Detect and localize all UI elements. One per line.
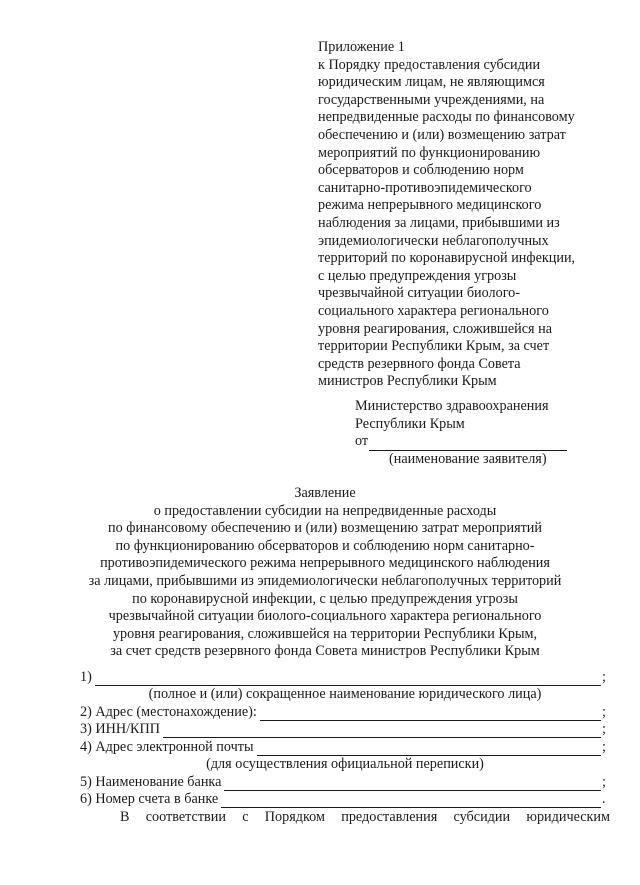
ministry-name: Министерство здравоохранения [355,398,549,414]
form-row-inn [80,721,610,739]
email-field[interactable] [257,743,602,756]
field2-label: 2) Адрес (местонахождение): [80,703,257,720]
legal-name-caption: (полное и (или) сокращенное наименование юридического лица) [148,685,542,702]
annex-title: Приложение 1 [318,39,405,55]
from-label: от [355,433,369,450]
statement-line: за лицами, прибывшими из эпидемиологически неблагополучных территорий [88,572,562,589]
field1-label: 1) [80,668,92,685]
form-row-email [80,738,610,756]
bank-name-field[interactable] [224,778,601,791]
annex-line: режима непрерывного медицинского [318,197,542,214]
field2-semicolon: ; [602,703,606,720]
account-number-field[interactable] [221,795,601,808]
statement-line: о предоставлении субсидии на непредвиденные расходы [153,502,497,519]
annex-line: социального характера регионального [318,302,549,319]
annex-line: министров Республики Крым [318,373,497,390]
statement-line: по финансовому обеспечению и (или) возмещению затрат мероприятий [108,520,542,537]
application-form [80,668,610,826]
address-field[interactable] [260,708,601,721]
statement-line: противоэпидемического режима непрерывного медицинского наблюдения [100,555,550,572]
field5-label: 5) Наименование банка [80,773,222,790]
field4-semicolon: ; [602,738,606,755]
annex-line: с целью предупреждения угрозы [318,267,517,284]
annex-line: уровня реагирования, сложившейся на [318,320,553,337]
applicant-name-field[interactable] [369,436,567,451]
annex-line: непредвиденные расходы по финансовому [318,109,575,126]
field6-period: . [602,791,606,807]
annex-line: средств резервного фонда Совета [318,355,521,372]
body-paragraph: В соответствии с Порядком предоставления субсидии юридическим [120,809,610,825]
annex-line: обеспечению и (или) возмещению затрат [318,126,566,143]
applicant-caption: (наименование заявителя) [389,450,547,467]
legal-name-field[interactable] [95,673,601,686]
annex-line: эпидемиологически неблагополучных [318,232,549,249]
email-caption: (для осуществления официальной переписки) [206,755,484,772]
form-row-legal-name [80,668,610,686]
field3-label: 3) ИНН/КПП [80,721,160,737]
field5-semicolon: ; [602,773,606,790]
annex-line: чрезвычайной ситуации биолого- [318,285,520,302]
statement-line: по функционированию обсерваторов и соблюдению норм санитарно- [115,537,535,554]
annex-line: мероприятий по функционированию [318,144,541,161]
annex-line: территорий по коронавирусной инфекции, [318,250,576,267]
statement-line: уровня реагирования, сложившейся на территории Республики Крым, [112,625,538,642]
inn-kpp-field[interactable] [163,725,601,738]
annex-line: санитарно-противоэпидемического [318,179,532,196]
form-row-bank [80,773,610,791]
statement-line: за счет средств резервного фонда Совета министров Республики Крым [110,643,540,660]
annex-line: наблюдения за лицами, прибывшими из [318,214,560,231]
field3-semicolon: ; [602,721,606,737]
field6-label: 6) Номер счета в банке [80,791,219,807]
field4-label: 4) Адрес электронной почты [80,738,254,755]
annex-line: государственными учреждениями, на [318,91,545,108]
annex-line: обсерваторов и соблюдению норм [318,162,524,179]
from-row [355,433,615,451]
ministry-region: Республики Крым [355,415,465,432]
form-row-account [80,791,610,809]
statement-title: Заявление [294,485,356,501]
form-row-address [80,703,610,721]
annex-line: территории Республики Крым, за счет [318,338,550,355]
statement-line: по коронавирусной инфекции, с целью предупреждения угрозы [132,590,518,607]
annex-block [318,39,618,391]
annex-line: к Порядку предоставления субсидии [318,56,541,73]
statement-line: чрезвычайной ситуации биолого-социального характера регионального [108,608,542,625]
addressee-block [355,398,615,468]
statement-block [40,485,610,661]
field1-semicolon: ; [602,668,606,685]
annex-line: юридическим лицам, не являющимся [318,74,545,91]
